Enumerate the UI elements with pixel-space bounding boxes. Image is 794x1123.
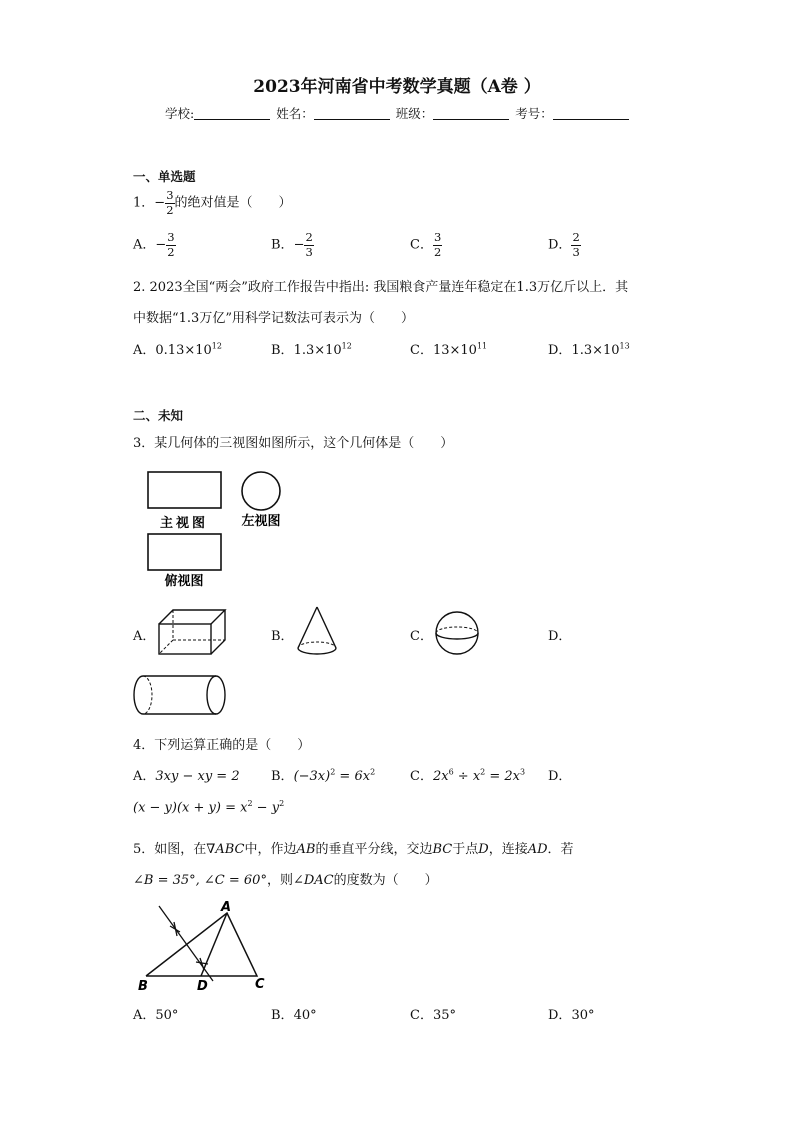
front-view-rectangle [148, 472, 221, 508]
cuboid-icon[interactable] [155, 606, 227, 658]
school-label: 学校: [165, 106, 195, 121]
q1-option-c[interactable]: C． $\frac{3}{2}$ [410, 230, 442, 259]
exam-no-label: 考号： [515, 106, 553, 121]
fraction: $\frac{3}{2}$ [167, 230, 175, 259]
question-2-line-1: 2. 2023全国“两会”政府工作报告中指出: 我国粮食产量连年稳定在1.3万亿斤以上．其 [133, 280, 629, 295]
section-heading-single-choice: 一、单选题 [133, 169, 196, 184]
exam-no-blank [553, 107, 629, 120]
vertex-label-c: C [255, 977, 265, 992]
minus-sign: − [154, 195, 166, 211]
vertex-label-b: B [138, 979, 148, 994]
q1-option-b[interactable]: B．− $\frac{2}{3}$ [271, 230, 313, 259]
question-5-line-2: ∠B = 35°, ∠C = 60°，则∠DAC的度数为（ ） [133, 873, 438, 888]
school-blank [194, 107, 270, 120]
fraction: $\frac{3}{2}$ [433, 230, 442, 259]
q2-option-b[interactable]: B．$1.3\times 10^{12}$ [271, 341, 352, 358]
perpendicular-bisector [159, 906, 213, 981]
cone-icon[interactable] [294, 604, 340, 658]
point-label-d: D [197, 979, 208, 994]
q3-option-d-label[interactable]: D． [548, 629, 572, 644]
q4-option-a[interactable]: A．3xy − xy = 2 [133, 769, 240, 784]
question-4-stem: 4．下列运算正确的是（ ） [133, 738, 311, 753]
question-2-line-2: 中数据“1.3万亿”用科学记数法可表示为（ ） [133, 311, 414, 326]
name-label: 姓名： [276, 106, 314, 121]
page-title: 2023年河南省中考数学真题（A卷 ） [253, 77, 541, 97]
question-text: 的绝对值是（ ） [174, 195, 292, 211]
top-view-label: 俯视图 [164, 574, 204, 589]
q2-option-a[interactable]: A．$0.13\times 10^{12}$ [133, 341, 222, 358]
question-number: 1． [133, 195, 155, 211]
fraction: $\frac{3}{2}$ [166, 188, 174, 217]
class-label: 班级： [395, 106, 434, 121]
question-1-stem [133, 190, 292, 216]
q4-option-d-label[interactable]: D． [548, 769, 572, 784]
q3-option-a-label[interactable]: A． [133, 629, 156, 644]
q5-option-a[interactable]: A．50° [133, 1008, 179, 1023]
sphere-icon[interactable] [432, 609, 482, 657]
section-heading-unknown: 二、未知 [133, 408, 184, 423]
left-view-circle [242, 472, 280, 510]
q5-option-d[interactable]: D．30° [548, 1008, 595, 1023]
q4-option-c[interactable]: C．$2x^6 \div x^2 = 2x^3$ [410, 767, 526, 784]
fraction: $\frac{2}{3}$ [305, 230, 313, 259]
triangle-abc [146, 913, 257, 976]
q2-option-d[interactable]: D．$1.3\times 10^{13}$ [548, 341, 630, 358]
student-info-line [165, 104, 631, 122]
three-views-figure [140, 466, 300, 592]
fraction: $\frac{2}{3}$ [572, 230, 580, 259]
q4-option-d-expression[interactable]: $(x - y)(x + y) = x^2 - y^2$ [133, 799, 285, 816]
name-blank [314, 107, 390, 120]
question-3-stem: 3．某几何体的三视图如图所示，这个几何体是（ ） [133, 436, 454, 451]
question-5-line-1: 5．如图，在∇ABC中，作边AB的垂直平分线，交边BC于点D，连接AD．若 [133, 842, 574, 857]
left-view-label: 左视图 [241, 514, 281, 529]
class-blank [433, 107, 509, 120]
top-view-rectangle [148, 534, 221, 570]
vertex-label-a: A [221, 900, 232, 915]
q1-option-d[interactable]: D． $\frac{2}{3}$ [548, 230, 580, 259]
front-view-label: 主视图 [159, 516, 209, 531]
q4-option-b[interactable]: B．$(-3x)^2 = 6x^2$ [271, 767, 376, 784]
q2-option-c[interactable]: C．$13\times 10^{11}$ [410, 341, 488, 358]
triangle-figure [134, 898, 274, 994]
q1-option-a[interactable]: A．− $\frac{3}{2}$ [133, 230, 175, 259]
q3-option-b-label[interactable]: B． [271, 629, 294, 644]
q3-option-c-label[interactable]: C． [410, 629, 433, 644]
q5-option-c[interactable]: C．35° [410, 1008, 456, 1023]
q5-option-b[interactable]: B．40° [271, 1008, 317, 1023]
cylinder-icon[interactable] [130, 672, 230, 718]
